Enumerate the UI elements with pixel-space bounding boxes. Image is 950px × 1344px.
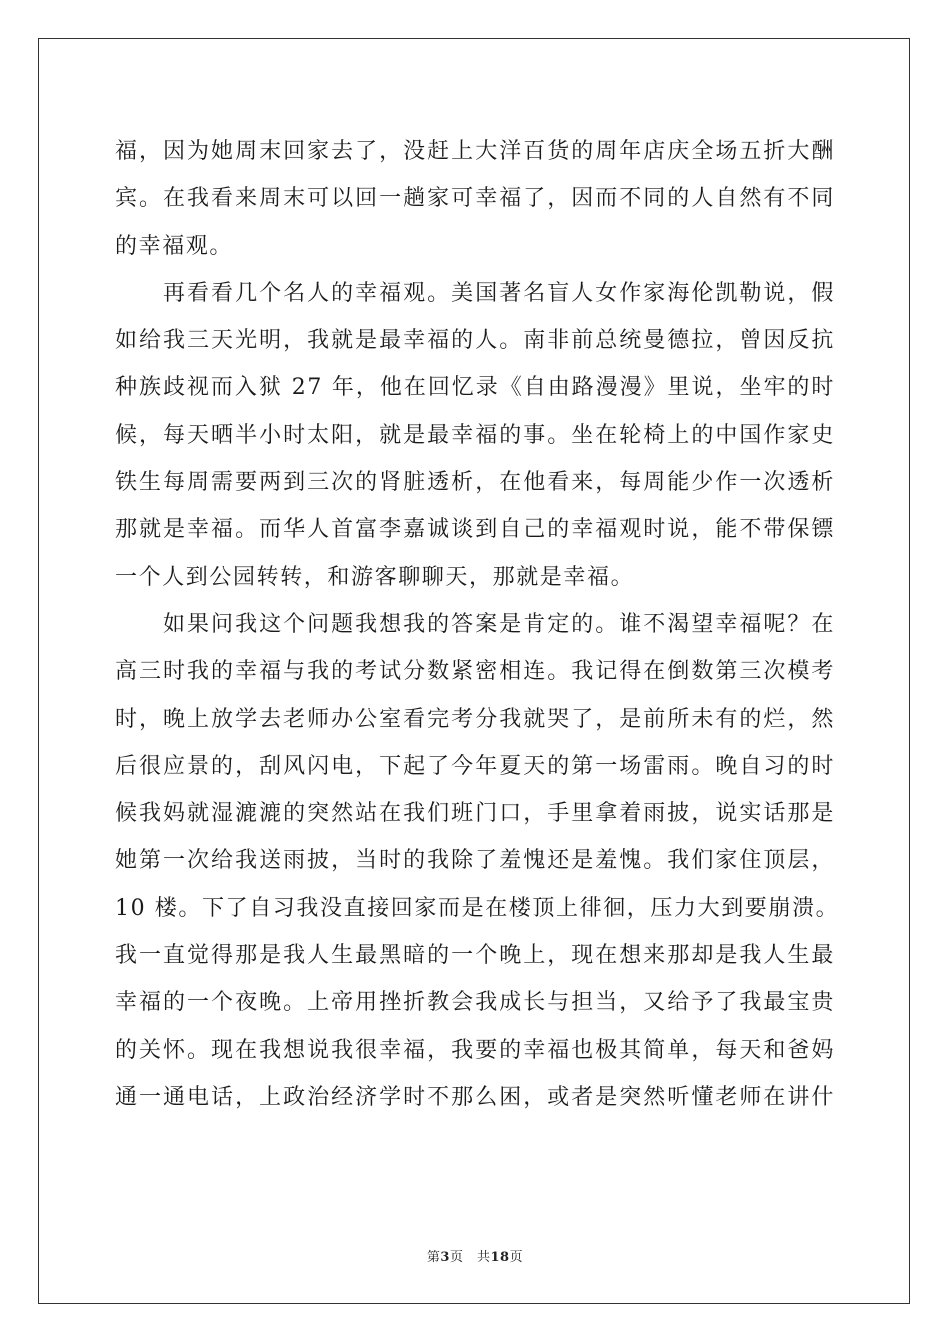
text-line: 我一直觉得那是我人生最黑暗的一个晚上，现在想来那却是我人生最: [115, 943, 835, 969]
text-line: 如果问我这个问题我想我的答案是肯定的。谁不渴望幸福呢？在: [115, 611, 835, 637]
page-footer: [0, 1246, 950, 1265]
text-line: 那就是幸福。而华人首富李嘉诚谈到自己的幸福观时说，能不带保镖: [115, 517, 835, 543]
text-line: 宾。在我看来周末可以回一趟家可幸福了，因而不同的人自然有不同: [115, 186, 835, 212]
document-body: [115, 128, 840, 1121]
text-line: 候，每天晒半小时太阳，就是最幸福的事。坐在轮椅上的中国作家史: [115, 422, 835, 448]
text-line: 时，晚上放学去老师办公室看完考分我就哭了，是前所未有的烂，然: [115, 706, 835, 732]
text-line: 幸福的一个夜晚。上帝用挫折教会我成长与担当，又给予了我最宝贵: [115, 990, 835, 1016]
text-line: 后很应景的，刮风闪电，下起了今年夏天的第一场雷雨。晚自习的时: [115, 753, 835, 779]
text-line: 候我妈就湿漉漉的突然站在我们班门口，手里拿着雨披，说实话那是: [115, 801, 835, 827]
current-page-number: 3: [440, 1250, 450, 1265]
text-line: 通一通电话，上政治经济学时不那么困，或者是突然听懂老师在讲什: [115, 1084, 835, 1110]
footer-mid: 页 共: [449, 1250, 491, 1265]
text-line: 铁生每周需要两到三次的肾脏透析，在他看来，每周能少作一次透析: [115, 470, 835, 496]
text-line: 福，因为她周末回家去了，没赶上大洋百货的周年店庆全场五折大酬: [115, 139, 835, 164]
text-line: 她第一次给我送雨披，当时的我除了羞愧还是羞愧。我们家住顶层，: [115, 848, 835, 874]
footer-suffix: 页: [509, 1250, 524, 1265]
text-line: 的关怀。现在我想说我很幸福，我要的幸福也极其简单，每天和爸妈: [115, 1037, 835, 1063]
text-line: 10 楼。下了自习我没直接回家而是在楼顶上徘徊，压力大到要崩溃。: [115, 895, 840, 921]
text-line: 高三时我的幸福与我的考试分数紧密相连。我记得在倒数第三次模考: [115, 659, 835, 685]
text-line: 如给我三天光明，我就是最幸福的人。南非前总统曼德拉，曾因反抗: [115, 328, 835, 354]
text-line: 一个人到公园转转，和游客聊聊天，那就是幸福。: [115, 564, 635, 590]
text-line: 的幸福观。: [115, 233, 234, 259]
total-pages-number: 18: [490, 1250, 510, 1265]
footer-prefix: 第: [426, 1250, 441, 1265]
text-line: 再看看几个名人的幸福观。美国著名盲人女作家海伦凯勒说，假: [115, 280, 835, 306]
text-line: 种族歧视而入狱 27 年，他在回忆录《自由路漫漫》里说，坐牢的时: [115, 375, 835, 401]
